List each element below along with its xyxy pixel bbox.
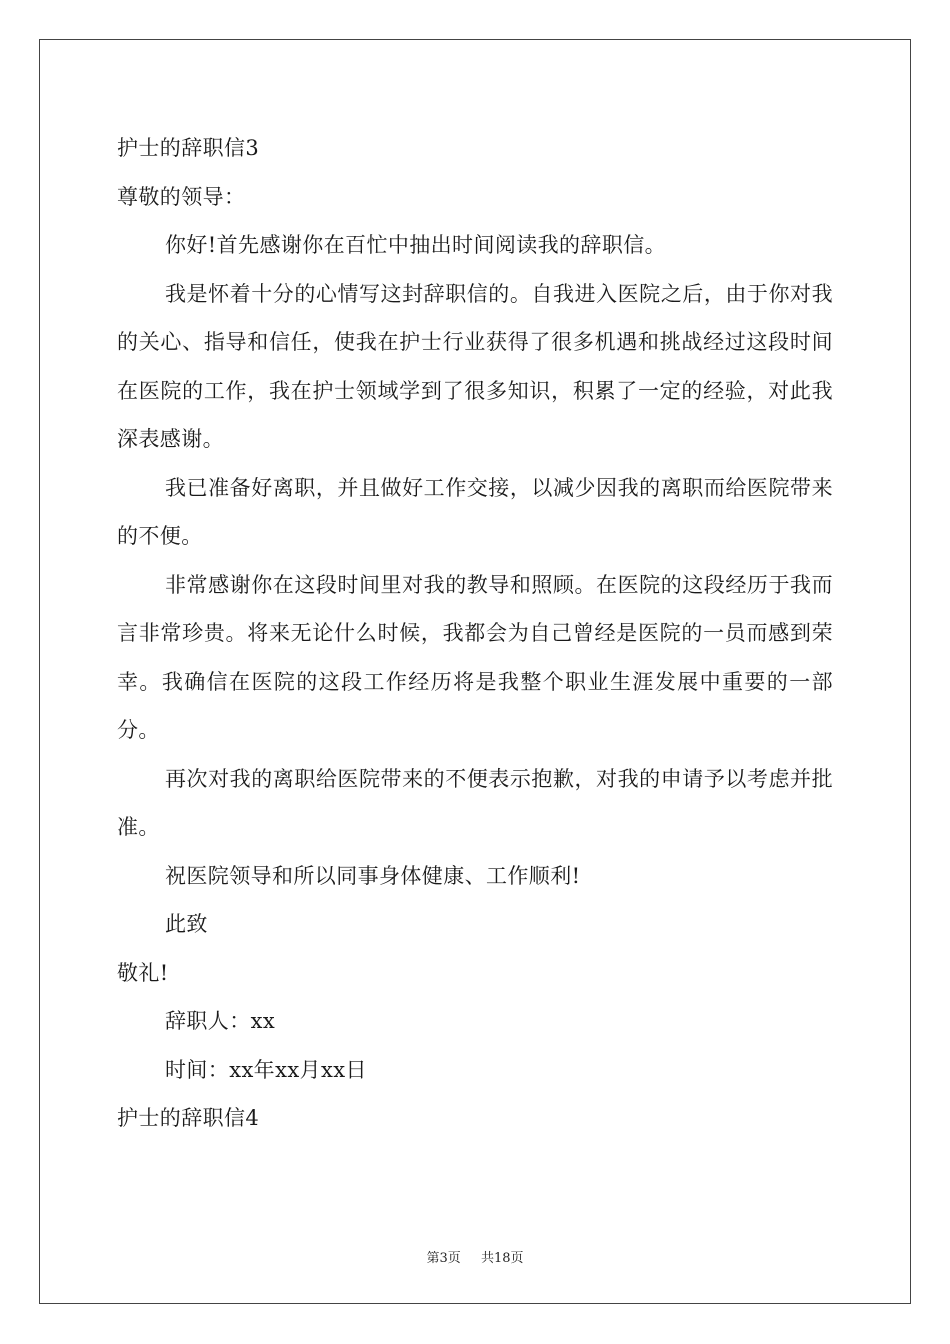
paragraph-greeting: 你好!首先感谢你在百忙中抽出时间阅读我的辞职信。 — [165, 233, 667, 257]
signer: 辞职人：xx — [165, 1009, 276, 1033]
paragraph-gratitude: 我是怀着十分的心情写这封辞职信的。自我进入医院之后，由于你对我的关心、指导和信任，使我在护士行业获得了很多机遇和挑战经过这段时间在医院的工作，我在护士领域学到了很多知识，积累了一定的经验，对此我深表感谢。 — [117, 281, 833, 451]
next-letter-title: 护士的辞职信4 — [117, 1106, 260, 1130]
closing-jingli: 敬礼! — [117, 960, 169, 985]
salutation: 尊敬的领导： — [117, 184, 246, 209]
paragraph-apology: 再次对我的离职给医院带来的不便表示抱歉，对我的申请予以考虑并批准。 — [117, 766, 833, 839]
letter-body — [117, 124, 833, 1143]
paragraph-handover: 我已准备好离职，并且做好工作交接，以减少因我的离职而给医院带来的不便。 — [117, 475, 833, 548]
paragraph-thanks: 非常感谢你在这段时间里对我的教导和照顾。在医院的这段经历于我而言非常珍贵。将来无论什么时候，我都会为自己曾经是医院的一员而感到荣幸。我确信在医院的这段工作经历将是我整个职业生涯发展中重要的一部分。 — [117, 572, 833, 742]
page-number: 第3页 — [426, 1251, 461, 1266]
closing-cizhi: 此致 — [165, 912, 208, 936]
page-footer — [0, 1247, 950, 1266]
letter-title: 护士的辞职信3 — [117, 136, 260, 160]
page-total: 共18页 — [480, 1251, 524, 1266]
date-line: 时间：xx年xx月xx日 — [165, 1057, 367, 1082]
paragraph-wishes: 祝医院领导和所以同事身体健康、工作顺利! — [165, 863, 581, 888]
